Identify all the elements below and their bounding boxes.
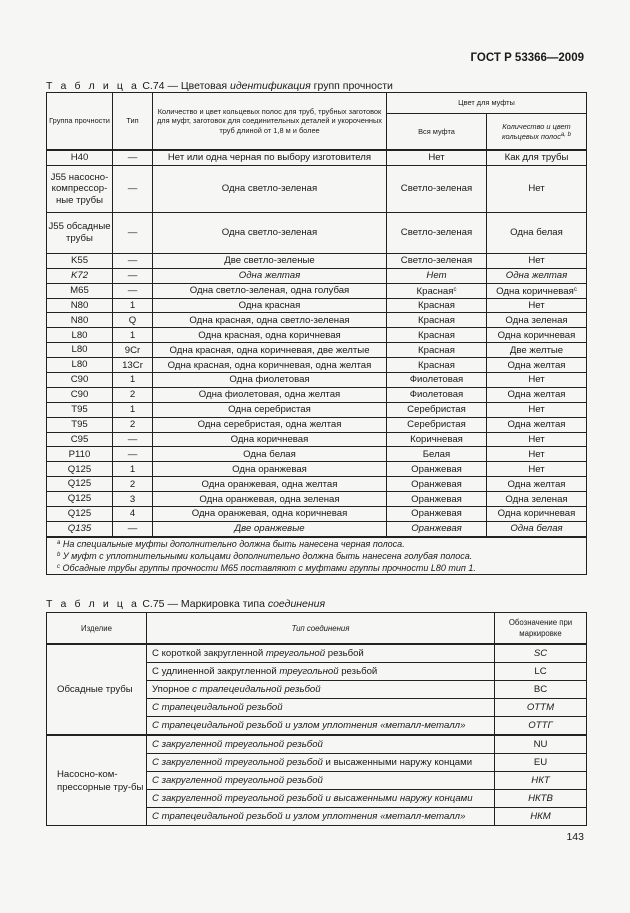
coupling-bands-cell: Как для трубы: [487, 150, 587, 165]
strength-group-cell: T95: [47, 402, 113, 417]
coupling-bands-cell: Нет: [487, 432, 587, 447]
table-row: [47, 212, 587, 253]
strength-group-cell: K72: [47, 268, 113, 283]
connection-type: Упорное с трапецеидальной резьбой: [147, 681, 495, 699]
table-row: [47, 150, 587, 165]
table-row: [47, 644, 587, 663]
table-row: [47, 462, 587, 477]
strength-group-cell: C90: [47, 373, 113, 388]
table-row: [47, 417, 587, 432]
coupling-bands-cell: Одна зеленая: [487, 313, 587, 328]
coupling-bands-cell: Одна желтая: [487, 477, 587, 492]
band-description-cell: Одна светло-зеленая: [153, 165, 387, 212]
coupling-bands-cell: Одна коричневая: [487, 328, 587, 343]
type-cell: 1: [113, 373, 153, 388]
band-description-cell: Одна фиолетовая, одна желтая: [153, 387, 387, 402]
strength-group-cell: M65: [47, 283, 113, 298]
page-number: 143: [566, 831, 584, 843]
whole-coupling-color-cell: Оранжевая: [387, 521, 487, 536]
header-group: Группа прочности: [47, 93, 113, 151]
connection-type: С закругленной треугольной резьбой и высаженными наружу концами: [147, 754, 495, 772]
whole-coupling-color-cell: Оранжевая: [387, 507, 487, 522]
document-header: ГОСТ Р 53366—2009: [470, 52, 584, 64]
marking-code: BC: [495, 681, 587, 699]
marking-code: LC: [495, 663, 587, 681]
header-connection-type: Тип соединения: [147, 613, 495, 645]
band-description-cell: Одна фиолетовая: [153, 373, 387, 388]
whole-coupling-color-cell: Фиолетовая: [387, 373, 487, 388]
type-cell: 9Cr: [113, 343, 153, 358]
table-row: [47, 165, 587, 212]
table-row: [47, 358, 587, 373]
footnote-b: $^b$ У муфт с уплотнительными кольцами дополнительно должна быть нанесена голубая полоса.: [57, 550, 473, 561]
connection-type: С удлиненной закругленной треугольной резьбой: [147, 663, 495, 681]
marking-code: ОТТГ: [495, 717, 587, 736]
whole-coupling-color-cell: Нет: [387, 150, 487, 165]
band-description-cell: Одна оранжевая, одна зеленая: [153, 492, 387, 507]
band-description-cell: Одна серебристая, одна желтая: [153, 417, 387, 432]
type-cell: 4: [113, 507, 153, 522]
table-row: [47, 507, 587, 522]
band-description-cell: Одна красная, одна коричневая, две желтые: [153, 343, 387, 358]
connection-type: С закругленной треугольной резьбой: [147, 735, 495, 754]
whole-coupling-color-cell: Оранжевая: [387, 492, 487, 507]
whole-coupling-color-cell: Светло-зеленая: [387, 212, 487, 253]
header-product: Изделие: [47, 613, 147, 645]
coupling-bands-cell: Одна желтая: [487, 268, 587, 283]
coupling-bands-cell: Одна зеленая: [487, 492, 587, 507]
header-band-count: Количество и цвет кольцевых полос$^{a, b}$: [487, 114, 587, 150]
type-cell: 13Cr: [113, 358, 153, 373]
header-whole-coupling: Вся муфта: [387, 114, 487, 150]
table-row: [47, 253, 587, 268]
table-c75-caption: Т а б л и ц а С.75 — Маркировка типа соединения: [46, 598, 326, 610]
table-row: [47, 492, 587, 507]
strength-group-cell: L80: [47, 343, 113, 358]
whole-coupling-color-cell: Фиолетовая: [387, 387, 487, 402]
strength-group-cell: Q125: [47, 462, 113, 477]
whole-coupling-color-cell: Красная$^c$: [387, 283, 487, 298]
type-cell: 2: [113, 387, 153, 402]
connection-type: С короткой закругленной треугольной резьбой: [147, 644, 495, 663]
marking-code: ОТТМ: [495, 699, 587, 717]
marking-code: НКТ: [495, 772, 587, 790]
whole-coupling-color-cell: Нет: [387, 268, 487, 283]
table-row: [47, 447, 587, 462]
table-row: [47, 432, 587, 447]
band-description-cell: Одна коричневая: [153, 432, 387, 447]
strength-group-cell: K55: [47, 253, 113, 268]
strength-group-cell: N80: [47, 298, 113, 313]
whole-coupling-color-cell: Красная: [387, 343, 487, 358]
type-cell: —: [113, 212, 153, 253]
whole-coupling-color-cell: Красная: [387, 328, 487, 343]
band-description-cell: Две светло-зеленые: [153, 253, 387, 268]
coupling-bands-cell: Нет: [487, 165, 587, 212]
footnote-c: $^c$ Обсадные трубы группы прочности M65 поставляют с муфтами группы прочности L80 тип 1.: [57, 562, 476, 573]
strength-group-cell: L80: [47, 328, 113, 343]
type-cell: 3: [113, 492, 153, 507]
strength-group-cell: Q135: [47, 521, 113, 536]
product-tubing: Насосно-ком-прессорные тру-бы: [47, 735, 147, 826]
coupling-bands-cell: Нет: [487, 462, 587, 477]
band-description-cell: Одна белая: [153, 447, 387, 462]
connection-type: С трапецеидальной резьбой: [147, 699, 495, 717]
coupling-bands-cell: Одна желтая: [487, 417, 587, 432]
band-description-cell: Одна желтая: [153, 268, 387, 283]
whole-coupling-color-cell: Серебристая: [387, 402, 487, 417]
strength-group-cell: J55 насосно-компрессор-ные трубы: [47, 165, 113, 212]
type-cell: 1: [113, 462, 153, 477]
type-cell: —: [113, 521, 153, 536]
footnotes: [47, 537, 587, 575]
coupling-bands-cell: Одна коричневая: [487, 507, 587, 522]
type-cell: 1: [113, 402, 153, 417]
marking-code: EU: [495, 754, 587, 772]
whole-coupling-color-cell: Светло-зеленая: [387, 165, 487, 212]
whole-coupling-color-cell: Белая: [387, 447, 487, 462]
band-description-cell: Одна оранжевая, одна коричневая: [153, 507, 387, 522]
header-type: Тип: [113, 93, 153, 151]
strength-group-cell: N80: [47, 313, 113, 328]
table-row: [47, 735, 587, 754]
strength-group-cell: C90: [47, 387, 113, 402]
marking-code: SC: [495, 644, 587, 663]
strength-group-cell: C95: [47, 432, 113, 447]
coupling-bands-cell: Одна желтая: [487, 387, 587, 402]
coupling-bands-cell: Нет: [487, 402, 587, 417]
marking-code: НКТВ: [495, 790, 587, 808]
header-marking-code: Обозначение при маркировке: [495, 613, 587, 645]
type-cell: 1: [113, 298, 153, 313]
strength-group-cell: H40: [47, 150, 113, 165]
band-description-cell: Нет или одна черная по выбору изготовителя: [153, 150, 387, 165]
table-row: [47, 373, 587, 388]
connection-type: С закругленной треугольной резьбой и высаженными наружу концами: [147, 790, 495, 808]
type-cell: —: [113, 447, 153, 462]
footnote-a: $^a$ На специальные муфты дополнительно должна быть нанесена черная полоса.: [57, 538, 405, 549]
table-row: [47, 387, 587, 402]
band-description-cell: Одна светло-зеленая, одна голубая: [153, 283, 387, 298]
table-c74-caption: Т а б л и ц а С.74 — Цветовая идентификация групп прочности: [46, 80, 393, 92]
band-description-cell: Одна красная, одна коричневая, одна желтая: [153, 358, 387, 373]
coupling-bands-cell: Нет: [487, 373, 587, 388]
coupling-bands-cell: Нет: [487, 447, 587, 462]
strength-group-cell: T95: [47, 417, 113, 432]
type-cell: 2: [113, 417, 153, 432]
table-row: [47, 521, 587, 536]
whole-coupling-color-cell: Коричневая: [387, 432, 487, 447]
band-description-cell: Одна оранжевая: [153, 462, 387, 477]
band-description-cell: Одна красная: [153, 298, 387, 313]
band-description-cell: Две оранжевые: [153, 521, 387, 536]
connection-type: С закругленной треугольной резьбой: [147, 772, 495, 790]
table-row: [47, 283, 587, 298]
coupling-bands-cell: Нет: [487, 253, 587, 268]
table-c75: [46, 612, 587, 826]
type-cell: —: [113, 432, 153, 447]
table-row: [47, 268, 587, 283]
strength-group-cell: Q125: [47, 492, 113, 507]
table-row: [47, 328, 587, 343]
strength-group-cell: J55 обсадные трубы: [47, 212, 113, 253]
strength-group-cell: Q125: [47, 507, 113, 522]
coupling-bands-cell: Одна коричневая$^c$: [487, 283, 587, 298]
type-cell: —: [113, 253, 153, 268]
strength-group-cell: Q125: [47, 477, 113, 492]
connection-type: С трапецеидальной резьбой и узлом уплотнения «металл-металл»: [147, 808, 495, 826]
table-row: [47, 313, 587, 328]
coupling-bands-cell: Одна белая: [487, 212, 587, 253]
band-description-cell: Одна красная, одна коричневая: [153, 328, 387, 343]
type-cell: 1: [113, 328, 153, 343]
strength-group-cell: P110: [47, 447, 113, 462]
type-cell: —: [113, 165, 153, 212]
type-cell: —: [113, 283, 153, 298]
band-description-cell: Одна оранжевая, одна желтая: [153, 477, 387, 492]
band-description-cell: Одна серебристая: [153, 402, 387, 417]
type-cell: Q: [113, 313, 153, 328]
band-description-cell: Одна красная, одна светло-зеленая: [153, 313, 387, 328]
marking-code: NU: [495, 735, 587, 754]
whole-coupling-color-cell: Красная: [387, 358, 487, 373]
whole-coupling-color-cell: Светло-зеленая: [387, 253, 487, 268]
whole-coupling-color-cell: Красная: [387, 313, 487, 328]
coupling-bands-cell: Одна белая: [487, 521, 587, 536]
coupling-bands-cell: Нет: [487, 298, 587, 313]
header-coupling-color: Цвет для муфты: [387, 93, 587, 114]
whole-coupling-color-cell: Оранжевая: [387, 462, 487, 477]
table-row: [47, 298, 587, 313]
whole-coupling-color-cell: Красная: [387, 298, 487, 313]
table-row: [47, 402, 587, 417]
header-description: Количество и цвет кольцевых полос для труб, трубных заготовок для муфт, заготовок для соединительных деталей и укороченных труб длиной от 1,8 м и более: [153, 93, 387, 151]
connection-type: С трапецеидальной резьбой и узлом уплотнения «металл-металл»: [147, 717, 495, 736]
band-description-cell: Одна светло-зеленая: [153, 212, 387, 253]
type-cell: —: [113, 268, 153, 283]
coupling-bands-cell: Две желтые: [487, 343, 587, 358]
marking-code: НКМ: [495, 808, 587, 826]
table-c74: [46, 92, 587, 575]
whole-coupling-color-cell: Серебристая: [387, 417, 487, 432]
table-row: [47, 477, 587, 492]
type-cell: —: [113, 150, 153, 165]
coupling-bands-cell: Одна желтая: [487, 358, 587, 373]
product-casing: Обсадные трубы: [47, 644, 147, 735]
whole-coupling-color-cell: Оранжевая: [387, 477, 487, 492]
table-row: [47, 343, 587, 358]
type-cell: 2: [113, 477, 153, 492]
strength-group-cell: L80: [47, 358, 113, 373]
